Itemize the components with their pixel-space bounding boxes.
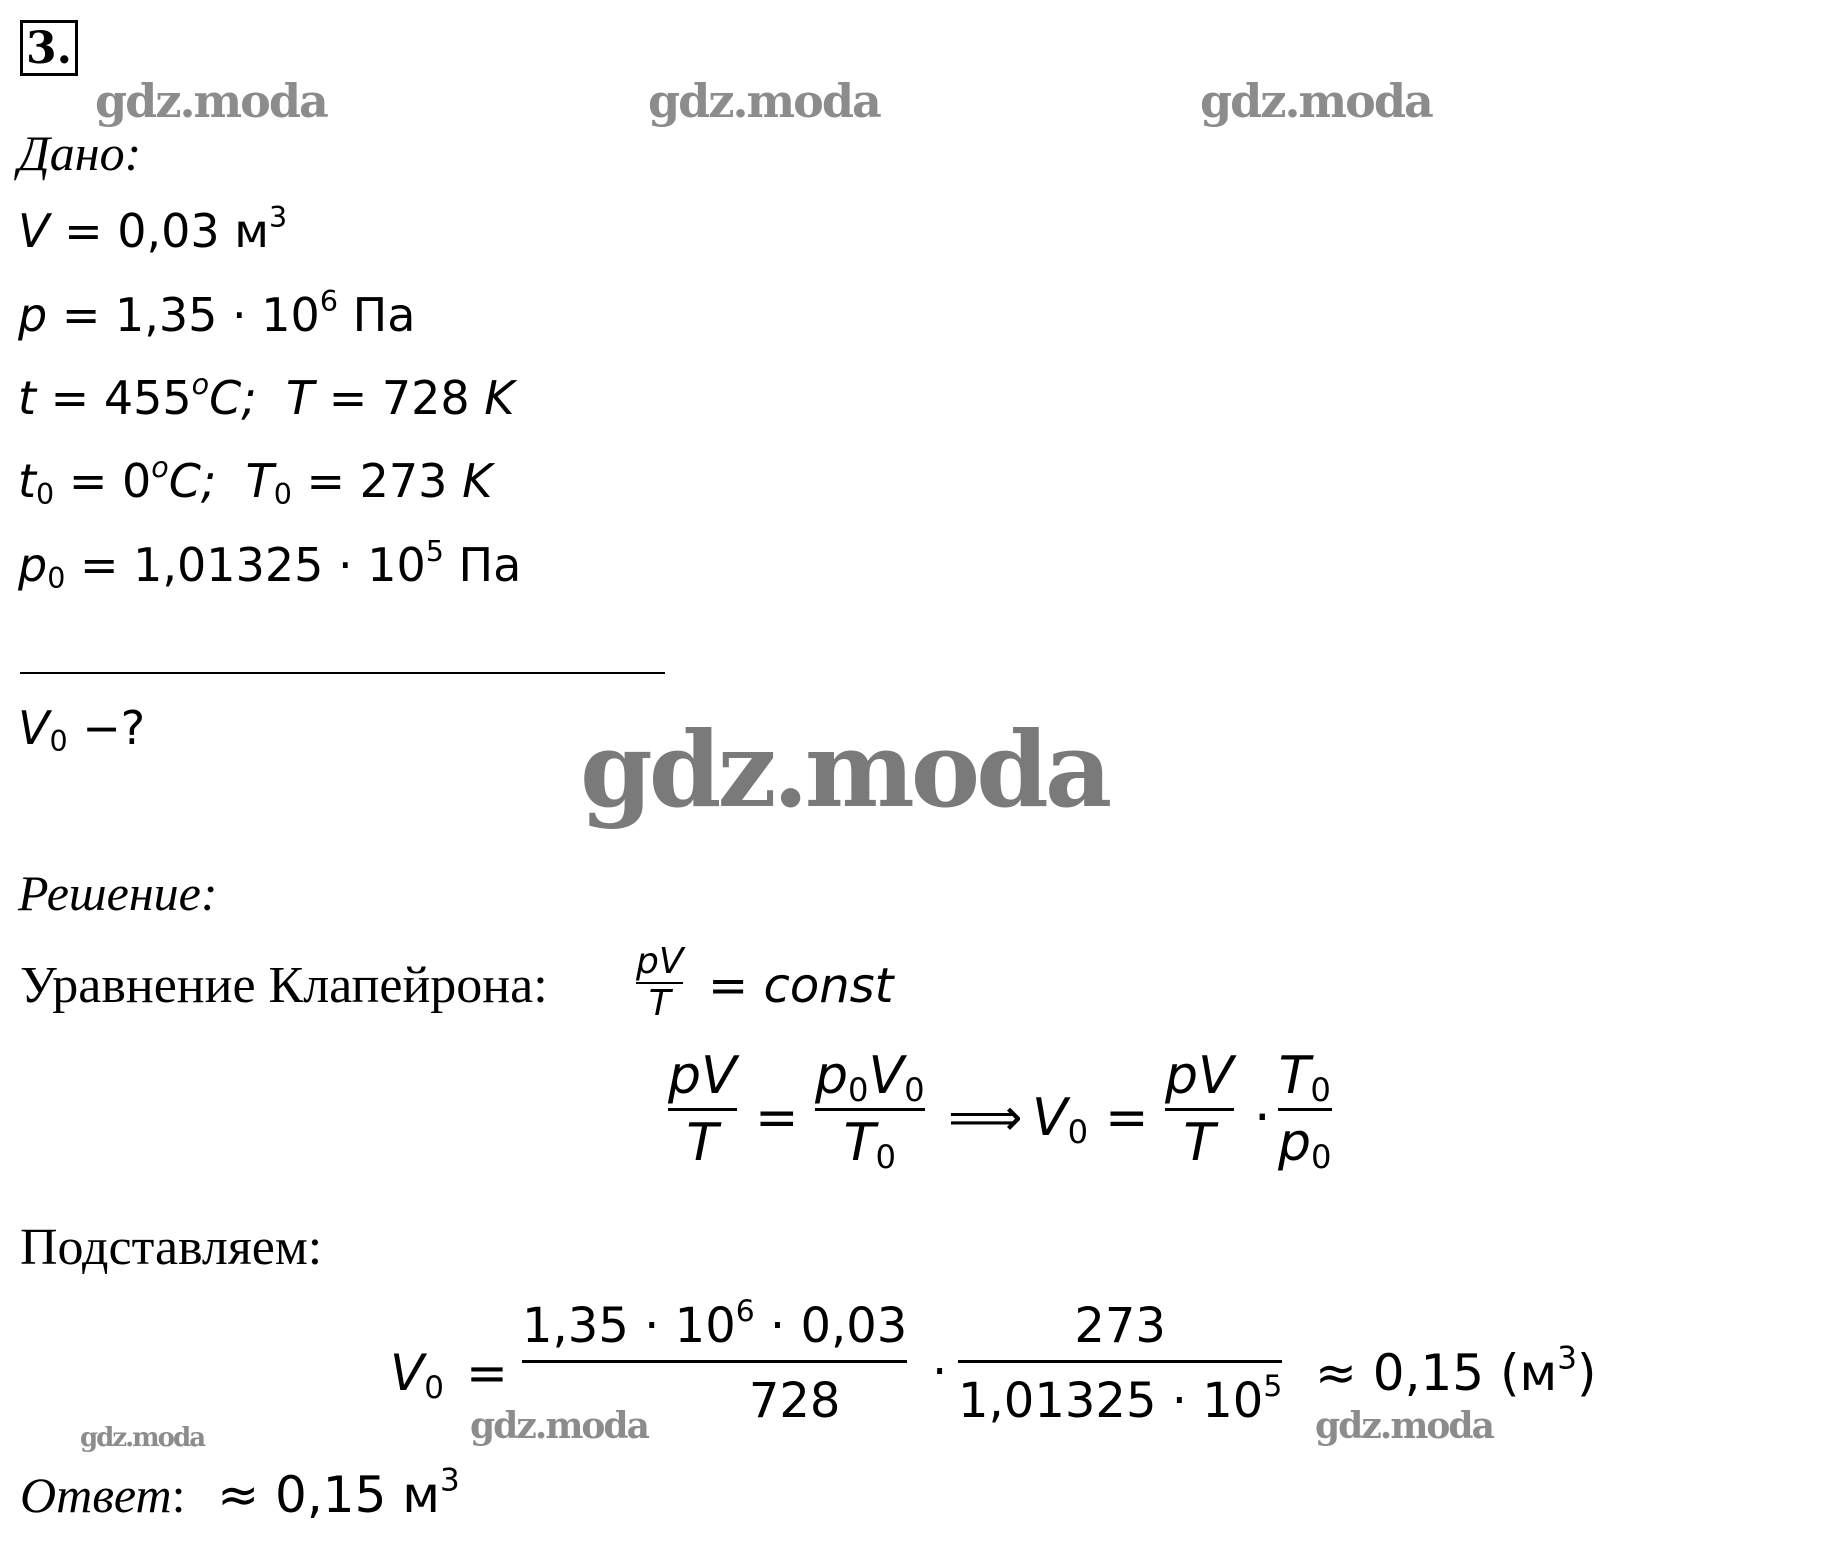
calc-equals: = [466,1344,508,1402]
clapeyron-label: Уравнение Клапейрона: [20,957,548,1014]
given-temperature: $t = 455^oC$; T = 728 K [18,368,515,425]
given-divider [20,672,665,674]
watermark: gdz.moda [470,1405,648,1447]
eq-fraction-t0-p0: $T_0$ $p_0$ [1278,1046,1332,1177]
problem-number: 3. [20,20,78,76]
given-heading: Дано: [18,125,142,181]
clapeyron-const: = const [708,958,894,1014]
watermark: gdz.moda [80,1423,205,1453]
eq-fraction-pv-t: pV T [668,1046,737,1173]
solution-heading: Решение: [18,865,218,921]
substitute-label: Подставляем: [20,1219,323,1276]
calc-result: ≈ 0,15 $(м^3)$ [1315,1340,1597,1402]
given-normal-pressure: $p_0 = 1,01325 \cdot 10^5$ Па [18,535,522,596]
watermark: gdz.moda [648,74,880,128]
eq-fraction-p0v0-t0: $p_0V_0$ $T_0$ [815,1046,925,1177]
calc-v0: $V_0$ [390,1344,444,1406]
calc-dot: · [932,1344,948,1400]
eq-v0: $V_0$ [1032,1088,1089,1152]
given-normal-temperature: $t_0 = 0^oC$; $T_0 = 273$ K [18,451,493,512]
eq-fraction-pv-t: pV T [1165,1046,1234,1173]
eq-equals: = [755,1088,799,1148]
implies-arrow: ⟹ [948,1088,1023,1148]
watermark: gdz.moda [95,74,327,128]
clapeyron-fraction: pV T [636,941,684,1024]
find-unknown: $V_0$ −? [18,701,146,759]
watermark: gdz.moda [1315,1405,1493,1447]
watermark-large: gdz.moda [580,708,1109,831]
given-pressure: $p = 1,35 \cdot 10^6$ Па [18,285,416,342]
calc-fraction-1: $1,35 \cdot 10^6 \cdot 0,03$ 728 [522,1294,908,1429]
eq-equals: = [1105,1088,1149,1148]
calc-fraction-2: 273 $1,01325 \cdot 10^5$ [958,1298,1283,1429]
given-volume: V = 0,03 $м^3$ [18,201,288,258]
eq-dot: · [1254,1088,1271,1148]
answer: Ответ: ≈ 0,15 $м^3$ [20,1462,460,1524]
watermark: gdz.moda [1200,74,1432,128]
